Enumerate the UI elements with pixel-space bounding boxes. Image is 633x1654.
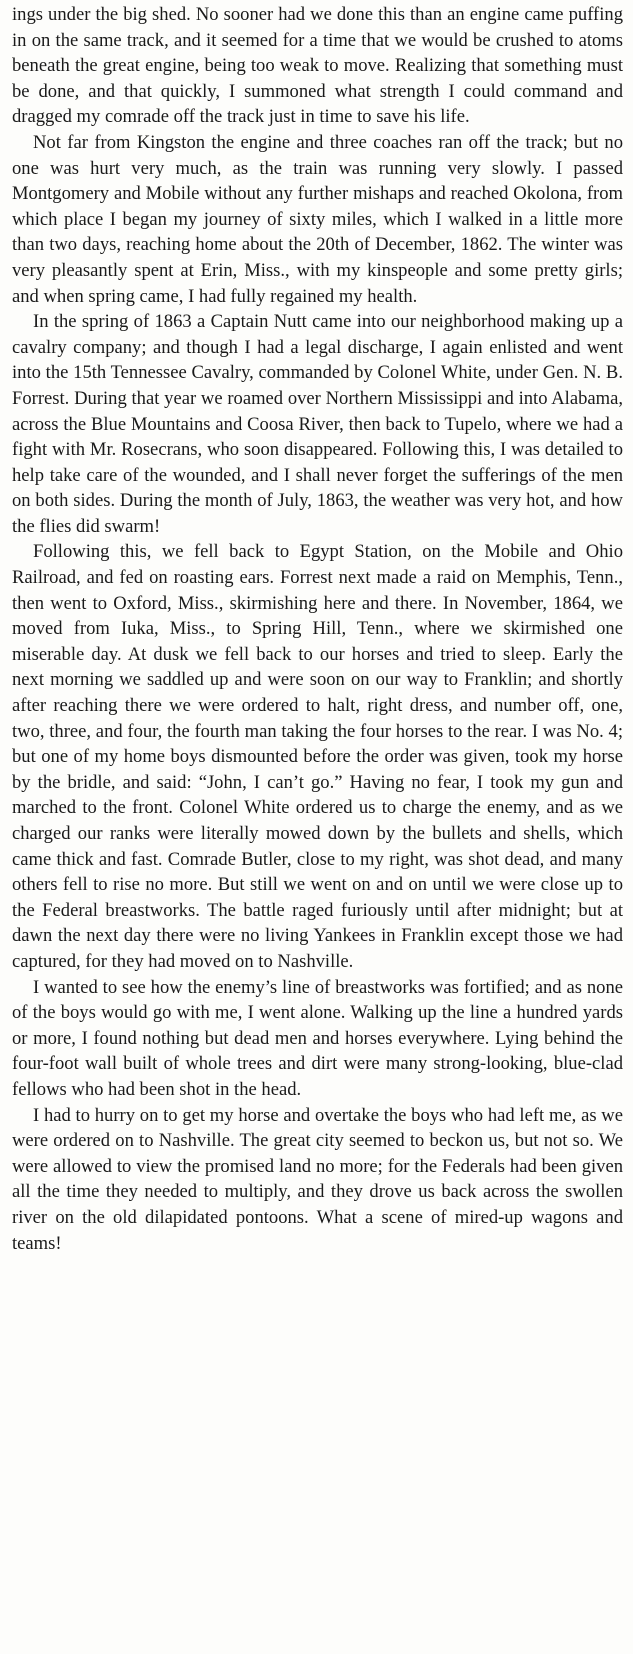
paragraph-nashville: I had to hurry on to get my horse and overtake the boys who had left me, as we were ordered on to Nashville. The great city seemed to beckon us, but not so. We were allowed to view the promised land no more; for the Federals had been given all the time they needed to multiply, and they drove us back across the swollen river on the old dilapidated pontoons. What a scene of mired-up wagons and teams!	[12, 1104, 623, 1254]
paragraph-battle-of-franklin: Following this, we fell back to Egypt Station, on the Mobile and Ohio Railroad, and fed on roasting ears. Forrest next made a raid on Memphis, Tenn., then went to Oxford, Miss., skirmishing here and there. In November, 1864, we moved from Iuka, Miss., to Spring Hill, Tenn., where we skirmished one miserable day. At dusk we fell back to our horses and tried to sleep. Early the next morning we saddled up and were soon on our way to Franklin; and shortly after reaching there we were ordered to halt, right dress, and number off, one, two, three, and four, the fourth man taking the four horses to the rear. I was No. 4; but one of my home boys dismounted before the order was given, took my horse by the bridle, and said: “John, I can’t go.” Having no fear, I took my gun and marched to the front. Colonel White ordered us to charge the enemy, and as we charged our ranks were literally mowed down by the bullets and shells, which came thick and fast. Comrade Butler, close to my right, was shot dead, and many others fell to rise no more. But still we went on and on until we were close up to the Federal breastworks. The battle raged furiously until after midnight; but at dawn the next day there were no living Yankees in Franklin except those we had captured, for they had moved on to Nashville.	[12, 541, 623, 972]
paragraph-breastworks: I wanted to see how the enemy’s line of breastworks was fortified; and as none of the boys would go with me, I went alone. Walking up the line a hundred yards or more, I found nothing but dead men and horses everywhere. Lying behind the four-foot wall built of whole trees and dirt were many strong-looking, blue-clad fellows who had been shot in the head.	[12, 976, 623, 1100]
paragraph-kingston: Not far from Kingston the engine and three coaches ran off the track; but no one was hurt very much, as the train was running very slowly. I passed Montgomery and Mobile without any further mishaps and reached Okolona, from which place I began my journey of sixty miles, which I walked in a little more than two days, reaching home about the 20th of December, 1862. The winter was very pleasantly spent at Erin, Miss., with my kinspeople and some pretty girls; and when spring came, I had fully regained my health.	[12, 131, 623, 307]
paragraph-continued: ings under the big shed. No sooner had we done this than an engine came puffing in on the same track, and it seemed for a time that we would be crushed to atoms beneath the great engine, being too weak to move. Realizing that something must be done, and that quickly, I summoned what strength I could command and dragged my comrade off the track just in time to save his life.	[12, 4, 623, 128]
paragraph-cavalry-enlistment: In the spring of 1863 a Captain Nutt came into our neighborhood making up a cavalry company; and though I had a legal discharge, I again enlisted and went into the 15th Tennessee Cavalry, commanded by Colonel White, under Gen. N. B. Forrest. During that year we roamed over Northern Mississippi and into Alabama, across the Blue Mountains and Coosa River, then back to Tupelo, where we had a fight with Mr. Rosecrans, who soon disappeared. Following this, I was detailed to help take care of the wounded, and I shall never forget the sufferings of the men on both sides. During the month of July, 1863, the weather was very hot, and how the flies did swarm!	[12, 311, 623, 537]
